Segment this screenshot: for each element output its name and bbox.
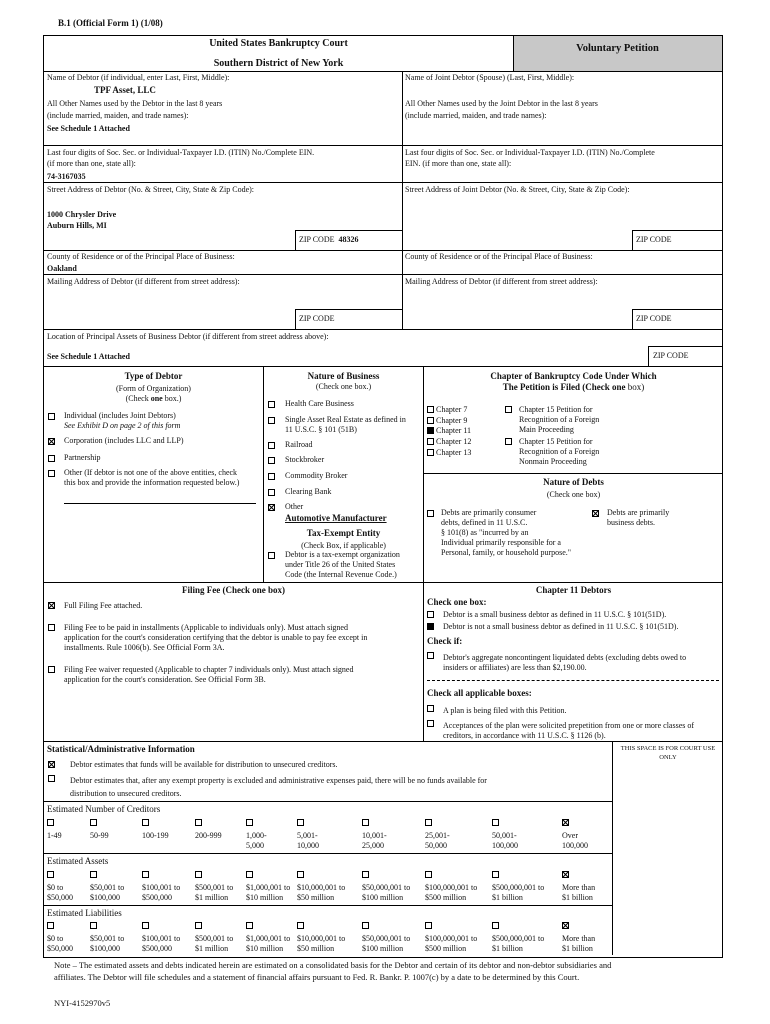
assets-options xyxy=(47,870,612,905)
petition-title: Voluntary Petition xyxy=(576,43,659,54)
type-other-label: Other (If debtor is not one of the above entities, check xyxy=(64,468,238,477)
location-label: Location of Principal Assets of Business Debtor (if different from street address above): xyxy=(47,332,329,341)
creditors-label: 100,000 xyxy=(562,840,588,850)
consumer-debts-label-2: debts, defined in 11 U.S.C. xyxy=(441,518,528,527)
statistical-title: Statistical/Administrative Information xyxy=(47,744,195,754)
type-individual-label: Individual (includes Joint Debtors) xyxy=(64,411,176,420)
liabilities-label: $100,000 xyxy=(90,943,120,953)
assets-label: $50,000,001 to xyxy=(362,883,411,893)
assets-option[interactable] xyxy=(246,870,290,902)
check-if-label: Check if: xyxy=(427,636,463,646)
creditors-option[interactable] xyxy=(246,818,267,850)
nature-of-business-sub: (Check one box.) xyxy=(315,382,372,391)
assets-checkbox[interactable] xyxy=(562,871,569,878)
mailing-zip-label[interactable]: ZIP CODE xyxy=(299,314,335,323)
assets-label: $10 million xyxy=(246,892,284,902)
zip-code-field[interactable] xyxy=(299,235,358,244)
other-names-label: All Other Names used by the Debtor in the last 8 years xyxy=(47,99,223,108)
joint-ein-label-2: EIN. (if more than one, state all): xyxy=(405,159,512,168)
fee-installments-label: Filing Fee to be paid in installments (Applicable to individuals only). Must attach signed xyxy=(64,623,348,632)
chapter-12-label: Chapter 12 xyxy=(436,437,472,446)
fee-waiver-label: Filing Fee waiver requested (Applicable to chapter 7 individuals only). Must attach signed xyxy=(64,665,354,674)
type-other-label-2: this box and provide the information requested below.) xyxy=(64,478,240,487)
creditors-option[interactable] xyxy=(90,818,109,841)
liabilities-option[interactable] xyxy=(142,921,180,953)
consumer-debts-checkbox[interactable] xyxy=(427,509,434,518)
nob-other-checkbox[interactable] xyxy=(268,503,275,512)
chapter-15-nonmain-label-3: Nonmain Proceeding xyxy=(519,457,587,466)
type-other-checkbox[interactable] xyxy=(48,469,55,478)
liabilities-checkbox[interactable] xyxy=(492,922,499,929)
assets-label: $1 billion xyxy=(562,892,593,902)
liabilities-label: $1 billion xyxy=(562,943,593,953)
business-debts-label-2: business debts. xyxy=(607,518,655,527)
creditors-option[interactable] xyxy=(297,818,319,850)
fee-installments-checkbox[interactable] xyxy=(48,623,55,632)
creditors-option[interactable] xyxy=(562,818,588,850)
assets-checkbox[interactable] xyxy=(492,871,499,878)
consumer-debts-label-3: § 101(8) as "incurred by an xyxy=(441,528,529,537)
chapter-15-main-label-3: Main Proceeding xyxy=(519,425,574,434)
acceptances-checkbox[interactable] xyxy=(427,719,434,728)
type-partnership-label: Partnership xyxy=(64,453,101,462)
liabilities-label: $500 million xyxy=(425,943,467,953)
liabilities-label: More than xyxy=(562,934,596,944)
liabilities-checkbox[interactable] xyxy=(562,922,569,929)
assets-checkbox[interactable] xyxy=(47,871,54,878)
assets-checkbox[interactable] xyxy=(425,871,432,878)
tax-exempt-checkbox[interactable] xyxy=(268,551,275,560)
acceptances-label: Acceptances of the plan were solicited prepetition from one or more classes of xyxy=(443,721,695,730)
liabilities-label: $0 to xyxy=(47,934,64,944)
assets-option[interactable] xyxy=(195,870,233,902)
chapter-15-nonmain-label-2: Recognition of a Foreign xyxy=(519,447,600,456)
street-label: Street Address of Debtor (No. & Street, City, State & Zip Code): xyxy=(47,185,255,194)
assets-checkbox[interactable] xyxy=(142,871,149,878)
creditors-checkbox[interactable] xyxy=(492,819,499,826)
chapter-title: Chapter of Bankruptcy Code Under Which xyxy=(490,371,657,381)
chapter-title-2: The Petition is Filed (Check one box) xyxy=(502,382,645,392)
creditors-title: Estimated Number of Creditors xyxy=(47,804,161,814)
fee-waiver-label-2: application for the court's consideration. See Official Form 3B. xyxy=(64,675,266,684)
mailing-label: Mailing Address of Debtor (if different from street address): xyxy=(47,277,240,286)
joint-county-label: County of Residence or of the Principal Place of Business: xyxy=(405,252,593,261)
chapter-15-nonmain-checkbox[interactable] xyxy=(505,437,512,446)
nob-clearing-bank-label: Clearing Bank xyxy=(285,487,332,496)
liabilities-label: $500,000,001 to xyxy=(492,934,545,944)
ein-label-2: (if more than one, state all): xyxy=(47,159,136,168)
check-all-applicable-label: Check all applicable boxes: xyxy=(427,688,532,698)
assets-checkbox[interactable] xyxy=(297,871,304,878)
assets-option[interactable] xyxy=(425,870,477,902)
assets-title: Estimated Assets xyxy=(47,856,109,866)
creditors-label: 1,000- xyxy=(246,831,267,841)
ein-label: Last four digits of Soc. Sec. or Individual-Taxpayer I.D. (ITIN) No./Complete EIN. xyxy=(47,148,315,157)
type-individual-checkbox[interactable] xyxy=(48,412,55,421)
liabilities-option[interactable] xyxy=(246,921,290,953)
assets-label: $50 million xyxy=(297,892,335,902)
joint-mailing-label: Mailing Address of Debtor (if different from street address): xyxy=(405,277,598,286)
nob-stockbroker-label: Stockbroker xyxy=(285,455,325,464)
creditors-label: 10,001- xyxy=(362,831,387,841)
chapter-15-main-checkbox[interactable] xyxy=(505,405,512,414)
creditors-checkbox[interactable] xyxy=(362,819,369,826)
creditors-label: 100-199 xyxy=(142,831,169,841)
zip-value: 48326 xyxy=(338,235,359,244)
funds-available-label: Debtor estimates that funds will be available for distribution to unsecured creditors. xyxy=(70,760,338,769)
creditors-label: Over xyxy=(562,831,578,841)
assets-label: $100,000,001 to xyxy=(425,883,478,893)
assets-checkbox[interactable] xyxy=(195,871,202,878)
assets-option[interactable] xyxy=(90,870,124,902)
nob-railroad-checkbox[interactable] xyxy=(268,441,275,450)
chapter-15-nonmain-label: Chapter 15 Petition for xyxy=(519,437,593,446)
nob-commodity-label: Commodity Broker xyxy=(285,471,348,480)
assets-label: $500 million xyxy=(425,892,467,902)
liabilities-label: $50,000,001 to xyxy=(362,934,411,944)
creditors-checkbox[interactable] xyxy=(246,819,253,826)
no-funds-label: Debtor estimates that, after any exempt property is excluded and administrative expenses paid, there will be no funds available for xyxy=(70,776,487,785)
consumer-debts-label: Debts are primarily consumer xyxy=(441,508,537,517)
liabilities-label: $500,000 xyxy=(142,943,172,953)
debtor-name[interactable]: TPF Asset, LLC xyxy=(94,85,156,95)
creditors-checkbox[interactable] xyxy=(297,819,304,826)
liabilities-label: $1 million xyxy=(195,943,229,953)
consumer-debts-label-4: Individual primarily responsible for a xyxy=(441,538,561,547)
assets-label: $500,001 to xyxy=(195,883,234,893)
chapter-7-option[interactable] xyxy=(427,405,467,414)
creditors-label: 1-49 xyxy=(47,831,62,841)
assets-label: $100,001 to xyxy=(142,883,181,893)
nob-railroad-label: Railroad xyxy=(285,440,313,449)
chapter-13-option[interactable] xyxy=(427,448,471,457)
creditors-checkbox[interactable] xyxy=(195,819,202,826)
assets-checkbox[interactable] xyxy=(362,871,369,878)
liabilities-label: $10,000,001 to xyxy=(297,934,346,944)
chapter-12-option[interactable] xyxy=(427,437,471,446)
nob-health-checkbox[interactable] xyxy=(268,400,275,409)
chapter-9-option[interactable] xyxy=(427,416,467,425)
creditors-checkbox[interactable] xyxy=(562,819,569,826)
creditors-checkbox[interactable] xyxy=(142,819,149,826)
joint-debtor-name-label: Name of Joint Debtor (Spouse) (Last, First, Middle): xyxy=(405,73,575,82)
creditors-option[interactable] xyxy=(47,818,62,841)
chapter-7-label: Chapter 7 xyxy=(436,405,468,414)
creditors-label: 200-999 xyxy=(195,831,222,841)
liabilities-label: $500,001 to xyxy=(195,934,234,944)
assets-option[interactable] xyxy=(362,870,410,902)
check-one-box-label: Check one box: xyxy=(427,597,487,607)
assets-label: $100,000 xyxy=(90,892,120,902)
assets-label: $50,000 xyxy=(47,892,73,902)
not-small-business-checkbox[interactable] xyxy=(427,622,434,631)
tax-exempt-label-2: under Title 26 of the United States xyxy=(285,560,396,569)
joint-ein-label: Last four digits of Soc. Sec. or Individual-Taxpayer I.D. (ITIN) No./Complete xyxy=(405,148,655,157)
tax-exempt-sub: (Check Box, if applicable) xyxy=(301,541,386,550)
type-of-debtor-check-note: (Check one box.) xyxy=(125,394,182,403)
creditors-label: 5,000 xyxy=(246,840,264,850)
creditors-label: 50,000 xyxy=(425,840,447,850)
liabilities-option[interactable] xyxy=(492,921,544,953)
fee-full-checkbox[interactable] xyxy=(48,601,55,610)
type-individual-note: See Exhibit D on page 2 of this form xyxy=(64,421,181,430)
creditors-label: 25,000 xyxy=(362,840,384,850)
assets-label: $100 million xyxy=(362,892,404,902)
nob-real-estate-label-2: 11 U.S.C. § 101 (51B) xyxy=(285,425,357,434)
tax-exempt-title: Tax-Exempt Entity xyxy=(306,528,381,538)
chapter-13-label: Chapter 13 xyxy=(436,448,472,457)
assets-checkbox[interactable] xyxy=(90,871,97,878)
tax-exempt-label: Debtor is a tax-exempt organization xyxy=(285,550,400,559)
assets-label: $50,001 to xyxy=(90,883,125,893)
liabilities-label: $50 million xyxy=(297,943,335,953)
chapter-15-main-label-2: Recognition of a Foreign xyxy=(519,415,600,424)
joint-other-names-label: All Other Names used by the Joint Debtor in the last 8 years xyxy=(405,99,598,108)
chapter-11-label: Chapter 11 xyxy=(436,426,472,435)
nob-other-value[interactable]: Automotive Manufacturer xyxy=(285,513,387,523)
nob-health-label: Health Care Business xyxy=(285,399,354,408)
liabilities-option[interactable] xyxy=(362,921,410,953)
plan-filed-label: A plan is being filed with this Petition. xyxy=(443,706,567,715)
assets-label: $500,000,001 to xyxy=(492,883,545,893)
court-use-only-label: THIS SPACE IS FOR COURT USE xyxy=(620,745,716,752)
liabilities-option[interactable] xyxy=(297,921,345,953)
aggregate-debts-label-2: insiders or affiliates) are less than $2,190.00. xyxy=(443,663,587,672)
funds-available-checkbox[interactable] xyxy=(48,760,55,769)
liabilities-option[interactable] xyxy=(425,921,477,953)
liabilities-checkbox[interactable] xyxy=(246,922,253,929)
chapter-11-debtors-title: Chapter 11 Debtors xyxy=(535,585,612,595)
liabilities-label: $10 million xyxy=(246,943,284,953)
joint-other-names-label-2: (include married, maiden, and trade names): xyxy=(405,111,547,120)
form-id: B.1 (Official Form 1) (1/08) xyxy=(58,18,163,28)
liabilities-option[interactable] xyxy=(90,921,124,953)
aggregate-debts-checkbox[interactable] xyxy=(427,651,434,660)
liabilities-checkbox[interactable] xyxy=(90,922,97,929)
liabilities-label: $50,000 xyxy=(47,943,73,953)
creditors-label: 10,000 xyxy=(297,840,319,850)
nature-of-debts-title: Nature of Debts xyxy=(543,477,604,487)
joint-mailing-zip-label[interactable]: ZIP CODE xyxy=(636,314,672,323)
fee-installments-label-2: application for the court's consideration certifying that the debtor is unable to pay fee except in xyxy=(64,633,368,642)
court-name: United States Bankruptcy Court xyxy=(209,38,348,49)
creditors-label: 25,001- xyxy=(425,831,450,841)
creditors-option[interactable] xyxy=(425,818,450,850)
creditors-option[interactable] xyxy=(195,818,222,841)
liabilities-label: $50,001 to xyxy=(90,934,125,944)
type-of-debtor-title: Type of Debtor xyxy=(124,371,183,381)
assets-option[interactable] xyxy=(562,870,595,902)
no-funds-label-2: distribution to unsecured creditors. xyxy=(70,789,182,798)
type-corporation-label: Corporation (includes LLC and LLP) xyxy=(64,436,184,445)
nob-real-estate-label: Single Asset Real Estate as defined in xyxy=(285,415,406,424)
business-debts-checkbox[interactable] xyxy=(592,509,599,518)
creditors-options xyxy=(47,818,612,853)
liabilities-label: $100,000,001 to xyxy=(425,934,478,944)
assets-checkbox[interactable] xyxy=(246,871,253,878)
assets-label: $1 billion xyxy=(492,892,523,902)
creditors-checkbox[interactable] xyxy=(90,819,97,826)
type-of-debtor-sub: (Form of Organization) xyxy=(116,384,191,393)
creditors-label: 100,000 xyxy=(492,840,518,850)
estimate-note: Note – The estimated assets and debts indicated herein are estimated on a consolidated basis for the Debtor and certain of its debtor and non-debtor subsidiaries and xyxy=(54,960,612,970)
aggregate-debts-label: Debtor's aggregate noncontingent liquidated debts (excluding debts owed to xyxy=(443,653,687,662)
business-debts-label: Debts are primarily xyxy=(607,508,670,517)
filing-fee-title: Filing Fee (Check one box) xyxy=(182,585,285,595)
liabilities-option[interactable] xyxy=(562,921,595,953)
other-names-value[interactable]: See Schedule 1 Attached xyxy=(47,124,130,133)
chapter-11-option[interactable] xyxy=(427,426,471,435)
county-value[interactable]: Oakland xyxy=(47,264,77,273)
location-value[interactable]: See Schedule 1 Attached xyxy=(47,352,130,361)
type-partnership-checkbox[interactable] xyxy=(48,454,55,463)
liabilities-label: $100 million xyxy=(362,943,404,953)
liabilities-checkbox[interactable] xyxy=(195,922,202,929)
nature-of-business-title: Nature of Business xyxy=(307,371,380,381)
creditors-option[interactable] xyxy=(362,818,387,850)
creditors-label: 50,001- xyxy=(492,831,517,841)
assets-label: $10,000,001 to xyxy=(297,883,346,893)
assets-option[interactable] xyxy=(142,870,180,902)
consumer-debts-label-5: Personal, family, or household purpose." xyxy=(441,548,572,557)
liabilities-option[interactable] xyxy=(47,921,73,953)
fee-waiver-checkbox[interactable] xyxy=(48,665,55,674)
chapter-15-main-label: Chapter 15 Petition for xyxy=(519,405,593,414)
ein-value[interactable]: 74-3167035 xyxy=(47,172,86,181)
nature-of-debts-sub: (Check one box) xyxy=(546,490,601,499)
assets-label: $1 million xyxy=(195,892,229,902)
not-small-business-label: Debtor is not a small business debtor as defined in 11 U.S.C. § 101(51D). xyxy=(443,622,679,631)
liabilities-label: $1 billion xyxy=(492,943,523,953)
estimate-note-2: affiliates. The Debtor will file schedules and a statement of financial affairs pursuant to Fed. R. Bankr. P. 1007(c) by a date to be determined by this Court. xyxy=(54,972,580,982)
creditors-label: 5,001- xyxy=(297,831,318,841)
court-use-only-label-2: ONLY xyxy=(659,754,677,761)
creditors-option[interactable] xyxy=(142,818,169,841)
small-business-label: Debtor is a small business debtor as defined in 11 U.S.C. § 101(51D). xyxy=(443,610,667,619)
liabilities-label: $100,001 to xyxy=(142,934,181,944)
plan-filed-checkbox[interactable] xyxy=(427,704,434,713)
document-id: NYI-4152970v5 xyxy=(54,998,111,1008)
liabilities-checkbox[interactable] xyxy=(425,922,432,929)
assets-label: $1,000,001 to xyxy=(246,883,291,893)
liabilities-checkbox[interactable] xyxy=(47,922,54,929)
assets-label: More than xyxy=(562,883,596,893)
nob-clearing-bank-checkbox[interactable] xyxy=(268,488,275,497)
other-names-label-2: (include married, maiden, and trade names): xyxy=(47,111,189,120)
county-label: County of Residence or of the Principal Place of Business: xyxy=(47,252,235,261)
liabilities-checkbox[interactable] xyxy=(142,922,149,929)
creditors-option[interactable] xyxy=(492,818,518,850)
type-corporation-checkbox[interactable] xyxy=(48,437,55,446)
liabilities-option[interactable] xyxy=(195,921,233,953)
creditors-checkbox[interactable] xyxy=(425,819,432,826)
creditors-label: 50-99 xyxy=(90,831,109,841)
nob-stockbroker-checkbox[interactable] xyxy=(268,456,275,465)
small-business-checkbox[interactable] xyxy=(427,610,434,619)
chapter-9-label: Chapter 9 xyxy=(436,416,468,425)
joint-street-label: Street Address of Joint Debtor (No. & Street, City, State & Zip Code): xyxy=(405,185,630,194)
street-line-2[interactable]: Auburn Hills, MI xyxy=(47,221,107,230)
joint-zip-label[interactable]: ZIP CODE xyxy=(636,235,672,244)
street-line-1[interactable]: 1000 Chrysler Drive xyxy=(47,210,117,219)
fee-full-label: Full Filing Fee attached. xyxy=(64,601,143,610)
location-zip-label[interactable]: ZIP CODE xyxy=(653,351,689,360)
acceptances-label-2: creditors, in accordance with 11 U.S.C. § 1126 (b). xyxy=(443,731,606,740)
nob-other-label: Other xyxy=(285,502,304,511)
liabilities-checkbox[interactable] xyxy=(362,922,369,929)
assets-option[interactable] xyxy=(47,870,73,902)
no-funds-checkbox[interactable] xyxy=(48,774,55,783)
liabilities-checkbox[interactable] xyxy=(297,922,304,929)
nob-real-estate-checkbox[interactable] xyxy=(268,416,275,425)
tax-exempt-label-3: Code (the Internal Revenue Code.) xyxy=(285,570,397,579)
assets-option[interactable] xyxy=(297,870,345,902)
liabilities-title: Estimated Liabilities xyxy=(47,908,122,918)
liabilities-options xyxy=(47,921,612,956)
debtor-name-label: Name of Debtor (if individual, enter Last, First, Middle): xyxy=(47,73,230,82)
zip-label: ZIP CODE xyxy=(299,235,335,244)
liabilities-label: $1,000,001 to xyxy=(246,934,291,944)
assets-label: $0 to xyxy=(47,883,64,893)
fee-installments-label-3: installments. Rule 1006(b). See Official Form 3A. xyxy=(64,643,225,652)
court-district: Southern District of New York xyxy=(213,58,344,69)
nob-commodity-checkbox[interactable] xyxy=(268,472,275,481)
assets-option[interactable] xyxy=(492,870,544,902)
assets-label: $500,000 xyxy=(142,892,172,902)
creditors-checkbox[interactable] xyxy=(47,819,54,826)
